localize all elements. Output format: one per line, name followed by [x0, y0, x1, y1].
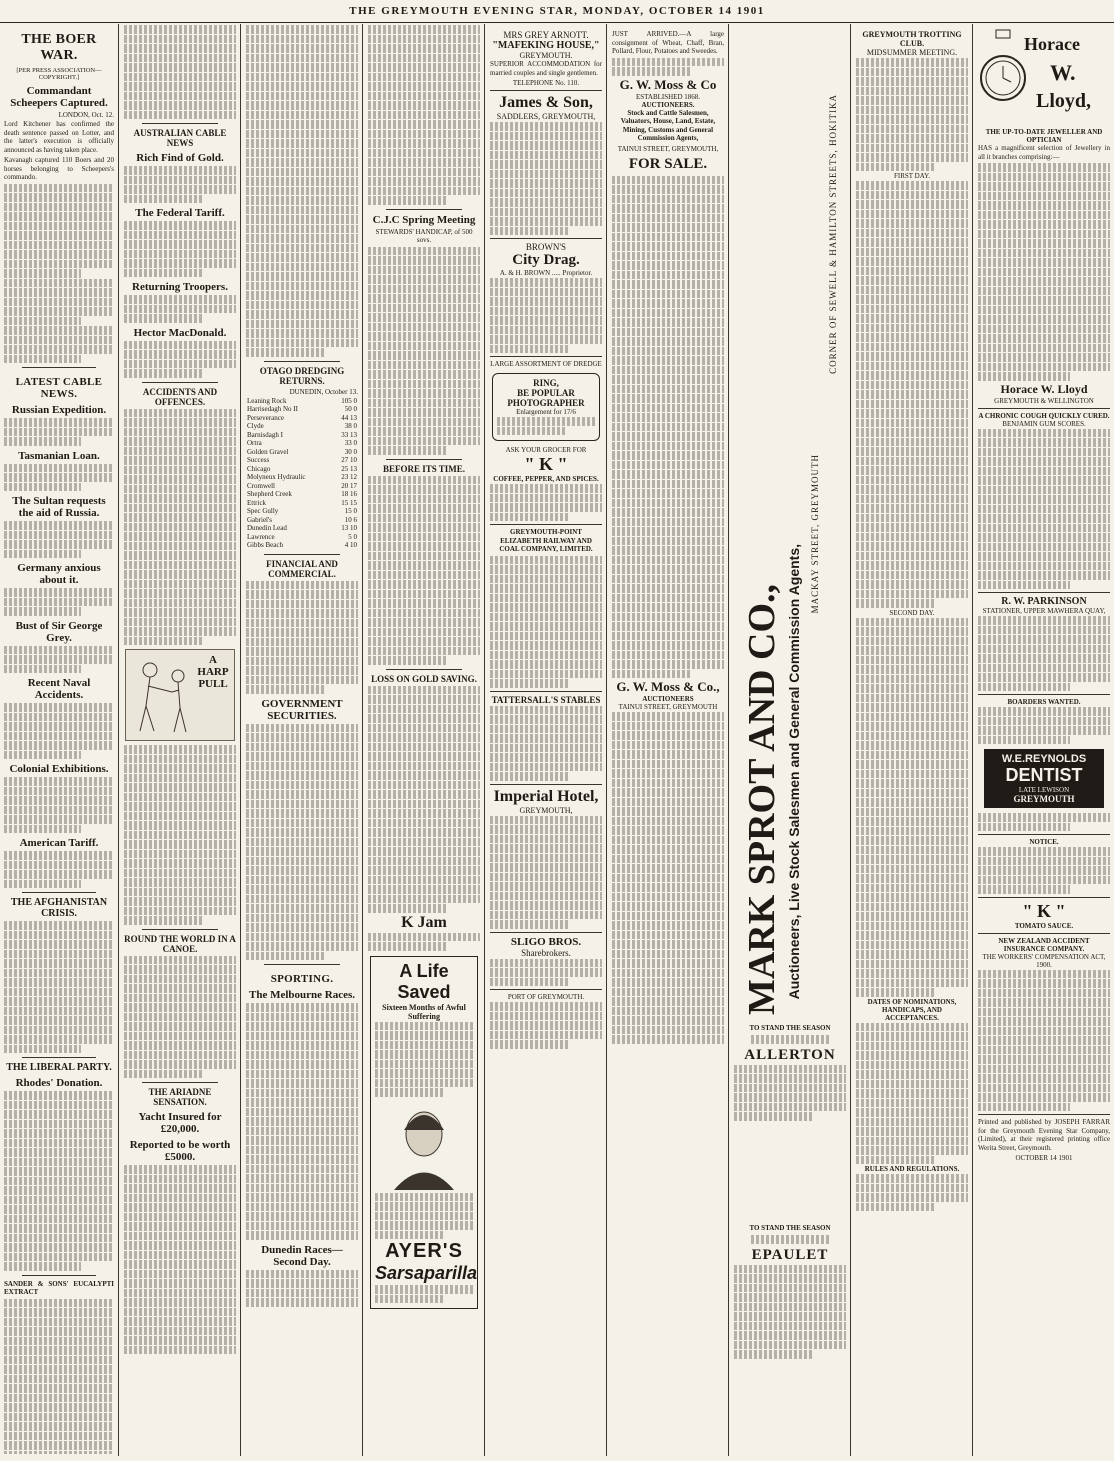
ad-title: A CHRONIC COUGH QUICKLY CURED.	[978, 411, 1110, 420]
for-sale-heading: FOR SALE.	[628, 155, 708, 172]
ad-subtitle: BENJAMIN GUM SCORES.	[1002, 419, 1086, 428]
dredge-return: 4 10	[344, 541, 357, 549]
vertical-address: MACKAY STREET, GREYMOUTH	[810, 454, 820, 614]
table-row	[246, 533, 358, 542]
dredge-name: Barnisdagh I	[247, 430, 283, 439]
ad-line: RING,	[533, 378, 559, 388]
article-text: Kavanagh captured 110 Boers and 20 horses belonging to Scheepers's commando.	[4, 156, 114, 181]
race-title: STEWARDS' HANDICAP, of 500 sovs.	[375, 227, 473, 244]
ad-text: JUST ARRIVED.—A large consignment of Wheat, Chaff, Bran, Pollard, Flour, Potatoes and Sweedes.	[612, 30, 724, 55]
column-rule	[972, 24, 973, 1456]
ad-title: PORT OF GREYMOUTH.	[507, 993, 585, 1001]
table-heading: GOVERNMENT SECURITIES.	[261, 697, 343, 722]
dredge-name: Lawrence	[247, 532, 275, 541]
dredge-name: Perseverance	[247, 413, 284, 422]
ad-location: GREYMOUTH.	[519, 51, 573, 60]
ad-subtitle: THE UP-TO-DATE JEWELLER AND OPTICIAN	[985, 128, 1103, 144]
dredge-name: Leaning Rock	[247, 396, 287, 405]
dredge-return: 33 13	[341, 430, 357, 439]
notice-heading: NOTICE.	[1029, 838, 1059, 846]
trotting-club-title: GREYMOUTH TROTTING CLUB.	[862, 30, 962, 48]
dredge-return: 33 0	[344, 439, 357, 447]
dentist-name: W.E.REYNOLDS	[1001, 753, 1087, 765]
article-heading: Germany anxious about it.	[17, 562, 101, 586]
pocket-watch-icon	[978, 28, 1030, 124]
imprint: Printed and published by JOSEPH FARRAR for the Greymouth Evening Star Company, (Limited), at their registered printing office Werita Street, Greymouth.	[978, 1118, 1110, 1152]
ad-subheadline: Sixteen Months of Awful Suffering	[382, 1002, 466, 1021]
article-heading: American Tariff.	[19, 837, 99, 849]
day-heading: FIRST DAY.	[893, 172, 931, 180]
dredge-name: Spec Gully	[247, 507, 279, 515]
imprint-date: OCTOBER 14 1901	[1015, 1154, 1073, 1162]
dredge-name: Golden Gravel	[247, 447, 289, 456]
dredge-return: 20 17	[341, 481, 357, 490]
ad-subtitle: AUCTIONEERS	[642, 695, 694, 703]
ad-subtitle: TOMATO SAUCE.	[1014, 921, 1074, 930]
railway-company-ad: GREYMOUTH-POINT ELIZABETH RAILWAY AND COAL COMPANY, LIMITED.	[499, 528, 593, 553]
harp-pull-illustration	[125, 649, 235, 741]
table-row	[246, 456, 358, 465]
column-3	[242, 24, 362, 1454]
lloyd-header	[978, 28, 1110, 128]
dentist-subtitle: LATE LEWISON	[1018, 786, 1070, 794]
section-heading: THE ARIADNE SENSATION.	[148, 1087, 212, 1107]
column-9	[974, 24, 1114, 1454]
section-heading: THE LIBERAL PARTY.	[6, 1062, 112, 1073]
section-heading: ACCIDENTS AND OFFENCES.	[142, 386, 218, 407]
column-7	[730, 24, 850, 1454]
table-row	[246, 397, 358, 406]
article-heading: Russian Expedition.	[11, 404, 107, 416]
ad-line: BE POPULAR	[517, 388, 575, 398]
column-1	[0, 24, 118, 1454]
ad-subtitle: THE WORKERS' COMPENSATION ACT, 1900.	[982, 952, 1106, 969]
ad-line: PHOTOGRAPHER	[507, 398, 585, 408]
portrait-illustration	[384, 1100, 464, 1190]
dredge-name: Success	[247, 456, 270, 464]
ad-location: GREYMOUTH & WELLINGTON	[994, 396, 1094, 405]
column-2	[120, 24, 240, 1454]
imperial-hotel-ad-title: Imperial Hotel,	[493, 787, 599, 805]
ayers-ad	[370, 956, 478, 1310]
dredge-return: 18 16	[341, 490, 357, 498]
epaulet-ad	[734, 1224, 846, 1360]
ad-text: COFFEE, PEPPER, AND SPICES.	[493, 475, 599, 483]
dredge-name: Gibbs Beach	[247, 541, 283, 549]
table-row	[246, 524, 358, 533]
table-row	[246, 414, 358, 423]
column-rule	[362, 24, 363, 1456]
mark-sprot-vertical-title: MARK SPROT AND CO.,	[741, 584, 783, 1016]
moss-ad-title: G. W. Moss & Co.,	[616, 679, 720, 694]
table-row	[246, 516, 358, 525]
article-heading: Dunedin Races—Second Day.	[261, 1243, 343, 1268]
ad-line: TO STAND THE SEASON	[749, 1024, 831, 1032]
dredge-return: 50 0	[344, 405, 357, 413]
article-heading: Tasmanian Loan.	[18, 449, 100, 462]
article-heading: Bust of Sir George Grey.	[15, 619, 103, 644]
allerton-ad	[734, 1024, 846, 1122]
day-heading: SECOND DAY.	[889, 608, 935, 617]
ad-subtitle: STATIONER, UPPER MAWHERA QUAY,	[982, 607, 1106, 615]
ad-proprietor: A. & H. BROWN ..... Proprietor.	[499, 269, 593, 277]
k-brand-ad: " K "	[524, 454, 568, 474]
ad-title: MRS GREY ARNOTT.	[503, 30, 589, 40]
dredge-return: 30 0	[344, 447, 357, 456]
table-row	[246, 507, 358, 516]
dentist-title: DENTIST	[1005, 765, 1083, 785]
vertical-address: CORNER OF SEWELL & HAMILTON STREETS, HOKITIKA	[828, 94, 838, 374]
article-heading: Rich Find of Gold.	[136, 152, 224, 164]
ad-line: TO STAND THE SEASON	[749, 1224, 831, 1232]
dredge-name: Dunedin Lead	[247, 524, 287, 532]
dredge-return: 25 13	[341, 464, 357, 473]
section-heading: RULES AND REGULATIONS.	[864, 1165, 960, 1173]
k-jam-ad: K Jam	[401, 913, 447, 931]
ad-text: Stock and Cattle Salesmen, Valuators, House, Land, Estate, Mining, Customs and General Commission Agents,	[620, 108, 716, 142]
ad-title: "MAFEKING HOUSE,"	[492, 40, 600, 51]
james-son-ad-title: James & Son,	[499, 94, 593, 111]
masthead	[0, 2, 1114, 23]
dredge-return: 13 10	[341, 524, 357, 532]
section-heading: ROUND THE WORLD IN A CANOE.	[124, 933, 236, 954]
dredge-name: Molyneux Hydraulic	[247, 473, 306, 481]
dredge-name: Harrisedagh No II	[247, 405, 298, 413]
press-note: [PER PRESS ASSOCIATION—COPYRIGHT.]	[16, 67, 102, 81]
photographer-ad	[492, 373, 600, 441]
dredge-return: 27 10	[341, 456, 357, 464]
figures-drawing	[132, 656, 192, 736]
article-heading: The Melbourne Races.	[248, 989, 355, 1001]
lloyd-title: Lloyd,	[1036, 90, 1092, 112]
dredge-return: 23 12	[341, 473, 357, 481]
epaulet-title: EPAULET	[751, 1246, 829, 1263]
ad-text: HAS a magnificent selection of Jewellery in all it branches comprising:—	[978, 144, 1110, 161]
moss-ad-title: G. W. Moss & Co	[619, 76, 717, 92]
column-rule	[118, 24, 119, 1456]
table-row	[246, 499, 358, 508]
dredge-name: Chicago	[247, 464, 271, 473]
column-rule	[606, 24, 607, 1456]
dredge-return: 15 15	[341, 498, 357, 507]
column-8	[852, 24, 972, 1454]
table-row	[246, 422, 358, 431]
dentist-ad	[984, 749, 1104, 808]
article-heading: The Federal Tariff.	[135, 207, 225, 219]
section-heading: AUSTRALIAN CABLE NEWS	[133, 128, 227, 148]
article-heading: Colonial Exhibitions.	[9, 763, 109, 775]
table-row	[246, 473, 358, 482]
article-heading: Commandant Scheepers Captured.	[10, 85, 108, 109]
dateline: DUNEDIN, October 13.	[289, 387, 358, 396]
article-heading: Returning Troopers.	[132, 281, 228, 293]
tattersall-ad-title: TATTERSALL'S STABLES	[491, 694, 601, 705]
column-6	[608, 24, 728, 1454]
article-heading: Yacht Insured for £20,000.	[138, 1111, 222, 1135]
ad-heading: SANDER & SONS' EUCALYPTI EXTRACT	[4, 1279, 114, 1296]
ayers-logo: AYER'S	[385, 1240, 463, 1262]
ad-location: TAINUI STREET, GREYMOUTH,	[617, 144, 719, 153]
ad-title: NEW ZEALAND ACCIDENT INSURANCE COMPANY.	[998, 936, 1090, 953]
illustration-caption: A HARP PULL	[197, 654, 229, 690]
dredge-return: 38 0	[344, 422, 357, 430]
dredge-name: Cromwell	[247, 481, 275, 490]
ad-subtitle: AUCTIONEERS.	[641, 100, 695, 109]
lloyd-title: Horace	[1024, 34, 1080, 54]
ad-established: ESTABLISHED 1868.	[636, 92, 700, 101]
masthead-title: THE GREYMOUTH EVENING STAR, MONDAY, OCTOBER 14 1901	[349, 5, 765, 17]
column-4	[364, 24, 484, 1454]
section-heading: DATES OF NOMINATIONS, HANDICAPS, AND ACCEPTANCES.	[867, 997, 957, 1022]
ad-title: BOARDERS WANTED.	[1007, 698, 1081, 706]
column-rule	[240, 24, 241, 1456]
table-row	[246, 541, 358, 550]
ad-text: LARGE ASSORTMENT OF DREDGE	[490, 360, 602, 368]
section-heading: FINANCIAL AND COMMERCIAL.	[266, 558, 338, 579]
dredge-return: 15 0	[344, 507, 357, 515]
sporting-heading: SPORTING.	[270, 973, 334, 985]
table-row	[246, 465, 358, 474]
ad-text: ASK YOUR GROCER FOR	[505, 446, 587, 454]
lloyd-title: W.	[1050, 60, 1076, 85]
vertical-subtitle: Auctioneers, Live Stock Salesmen and General Commission Agents,	[786, 544, 802, 1000]
column-5	[486, 24, 606, 1454]
ad-line: Enlargement for 17/6	[516, 408, 576, 416]
city-drag-ad-title: City Drag.	[512, 252, 580, 268]
ad-headline: A Life Saved	[397, 960, 451, 1002]
article-text: Lord Kitchener has confirmed the death sentence passed on Lotter, and the latter's execution is officially announced as having taken place.	[4, 120, 114, 154]
table-row	[246, 439, 358, 448]
section-heading: LOSS ON GOLD SAVING.	[371, 673, 477, 684]
dredge-name: Ortra	[247, 439, 262, 447]
article-heading: Rhodes' Donation.	[15, 1077, 103, 1089]
ad-location: GREYMOUTH,	[519, 805, 573, 815]
table-row	[246, 448, 358, 457]
dentist-location: GREYMOUTH	[1013, 794, 1075, 804]
column-rule	[484, 24, 485, 1456]
dredge-return: 10 6	[344, 515, 357, 524]
table-row	[246, 431, 358, 440]
table-row	[246, 482, 358, 491]
k-brand-ad: " K "	[1022, 900, 1066, 921]
section-heading: THE AFGHANISTAN CRISIS.	[10, 897, 108, 919]
article-heading: C.J.C Spring Meeting	[372, 213, 476, 226]
table-row	[246, 405, 358, 414]
column-rule	[728, 24, 729, 1456]
table-row	[246, 490, 358, 499]
ad-subtitle: Sharebrokers.	[521, 947, 571, 958]
ad-location: TAINUI STREET, GREYMOUTH	[618, 703, 718, 711]
section-heading: OTAGO DREDGING RETURNS.	[259, 365, 345, 386]
dredge-name: Ettrick	[247, 498, 267, 507]
dredge-name: Clyde	[247, 422, 264, 430]
dredge-name: Gabriel's	[247, 515, 272, 524]
sarsaparilla-logo: Sarsaparilla	[375, 1263, 478, 1283]
dredge-return: 44 13	[341, 413, 357, 422]
ad-text: SUPERIOR ACCOMMODATION for married couples and single gentlemen.	[490, 60, 602, 77]
section-heading: BEFORE ITS TIME.	[382, 463, 466, 474]
dateline: LONDON, Oct. 12.	[58, 111, 114, 119]
article-heading: Reported to be worth £5000.	[129, 1139, 231, 1163]
lloyd-signature: Horace W. Lloyd	[1000, 381, 1088, 396]
ad-subtitle: SADDLERS, GREYMOUTH,	[496, 112, 596, 121]
boer-war-heading: THE BOER WAR.	[21, 32, 97, 63]
sligo-ad-title: SLIGO BROS.	[510, 935, 582, 948]
ad-telephone: TELEPHONE No. 110.	[512, 79, 580, 87]
dredge-return: 105 0	[341, 396, 357, 405]
dredge-return: 5 0	[348, 532, 357, 541]
ad-title: R. W. PARKINSON	[1001, 596, 1087, 607]
column-rule	[850, 24, 851, 1456]
article-heading: Hector MacDonald.	[133, 326, 227, 339]
dredge-name: Shepherd Creek	[247, 490, 292, 498]
allerton-title: ALLERTON	[744, 1046, 836, 1063]
article-heading: The Sultan requests the aid of Russia.	[12, 495, 106, 519]
latest-cable-heading: LATEST CABLE NEWS.	[15, 376, 103, 400]
dredging-table	[246, 397, 358, 550]
ad-title: BROWN'S	[525, 242, 567, 252]
article-heading: Recent Naval Accidents.	[27, 677, 91, 701]
ad-subtitle: MIDSUMMER MEETING.	[866, 48, 958, 57]
